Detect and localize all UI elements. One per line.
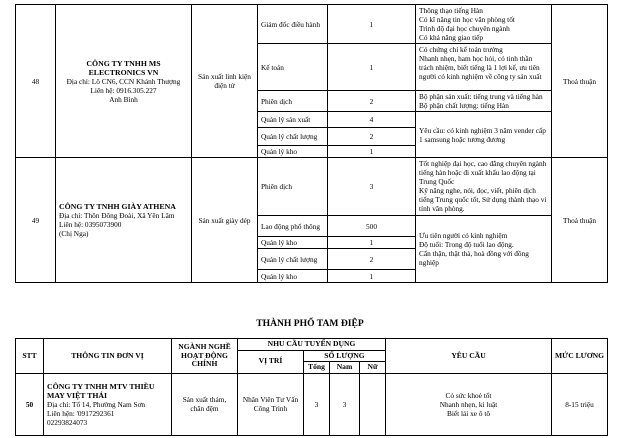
- requirements: [416, 158, 552, 216]
- req-line: Nhanh nhẹn, kỉ luật: [439, 399, 498, 409]
- header-male: Nam: [330, 362, 360, 374]
- company-phone: Liên hện: '0917292361: [47, 408, 115, 418]
- company-info: [56, 158, 192, 283]
- requirements: [416, 91, 552, 112]
- position-title: Quản lý sản xuất: [258, 112, 328, 128]
- req-line: Biết lái xe ô tô: [447, 408, 490, 418]
- position-title: Nhân Viên Tư Vấn Công Trình: [238, 373, 304, 435]
- salary: Thoả thuận: [552, 5, 608, 158]
- req-line: Cẩn thận, thật thà, hoà đồng với đồng nghiệp: [419, 249, 529, 267]
- position-qty: 1: [328, 237, 416, 249]
- position-title: Phiên dịch: [258, 91, 328, 112]
- requirements: [416, 44, 552, 91]
- position-qty: 2: [328, 249, 416, 270]
- recruitment-table-bottom: [15, 338, 608, 436]
- industry: Sản xuất thảm, chăn đệm: [172, 373, 238, 435]
- position-title: Phiên dịch: [258, 158, 328, 216]
- position-title: Quản lý kho: [258, 270, 328, 283]
- section-title: THÀNH PHỐ TAM ĐIỆP: [256, 318, 364, 329]
- position-title: Quản lý kho: [258, 146, 328, 158]
- salary: 8-15 triệu: [552, 373, 608, 435]
- position-qty: 500: [328, 216, 416, 237]
- position-title: Quản lý kho: [258, 237, 328, 249]
- position-qty: 4: [328, 112, 416, 128]
- req-line: Ưu tiên người có kinh nghiệm: [419, 231, 508, 240]
- req-line: Trình độ đại học chuyên ngành: [419, 24, 510, 33]
- position-qty: 2: [328, 91, 416, 112]
- header-demand: NHU CẦU TUYỂN DỤNG: [238, 339, 386, 351]
- row-stt: 49: [16, 158, 56, 283]
- company-name: CÔNG TY TNHH MTV THIỀU MAY VIỆT THÁI: [47, 381, 155, 400]
- req-line: Có sức khoẻ tốt: [445, 390, 492, 400]
- company-name: CÔNG TY TNHH MS ELECTRONICS VN: [86, 58, 161, 77]
- requirements: [416, 112, 552, 158]
- position-qty: 1: [328, 270, 416, 283]
- position-qty: 1: [328, 146, 416, 158]
- company-name: CÔNG TY TNHH GIÀY ATHENA: [59, 202, 176, 211]
- req-line: Có khả năng giao tiếp: [419, 33, 484, 42]
- position-title: Lao động phổ thông: [258, 216, 328, 237]
- req-line: Bộ phận chất lượng: tiếng Hàn: [419, 101, 509, 110]
- company-address: Địa chỉ: Lô CN6, CCN Khánh Thượng: [66, 76, 181, 86]
- company-info: [56, 5, 192, 158]
- position-qty: 1: [328, 44, 416, 91]
- header-quantity: SỐ LƯỢNG: [304, 350, 386, 362]
- position-qty: 1: [328, 5, 416, 44]
- table-row: [16, 5, 608, 44]
- req-line: Có kĩ năng tin học văn phòng tốt: [419, 15, 515, 24]
- requirements: [416, 216, 552, 283]
- qty-male: 3: [330, 373, 360, 435]
- position-qty: 2: [328, 128, 416, 146]
- header-company: THÔNG TIN ĐƠN VỊ: [44, 339, 172, 374]
- recruitment-table-top: [15, 4, 608, 283]
- industry: Sản xuất giày dép: [192, 158, 258, 283]
- requirements: [386, 373, 552, 435]
- header-total: Tổng: [304, 362, 330, 374]
- header-requirements: YÊU CẦU: [386, 339, 552, 374]
- company-phone-2: 02293824073: [47, 417, 88, 427]
- company-phone: Liên hệ: 0395073900: [59, 220, 122, 229]
- header-industry: NGÀNH NGHỀ HOẠT ĐỘNG CHÍNH: [172, 339, 238, 374]
- company-info: [44, 373, 172, 435]
- requirements: [416, 5, 552, 44]
- table-row: [16, 158, 608, 216]
- position-title: Quản lý chất lượng: [258, 249, 328, 270]
- req-line: Có chứng chỉ kế toán trưởng: [419, 45, 503, 54]
- row-stt: 50: [16, 373, 44, 435]
- position-qty: 3: [328, 158, 416, 216]
- salary: Thoả thuận: [552, 158, 608, 283]
- company-address: Địa chỉ: Tổ 14, Phường Nam Sơn: [47, 399, 146, 409]
- header-position: VỊ TRÍ: [238, 350, 304, 373]
- req-line: Nhanh nhẹn, ham học hỏi, có tinh thần trách nhiệm, biết tiếng là 1 lợi kế, ưu tiên người có kinh nghiệm về công ty sản xuất: [419, 54, 542, 81]
- req-line: Bộ phận sản xuất: tiếng trung và tiếng hàn: [419, 92, 543, 101]
- table-header-row: [16, 339, 608, 351]
- req-line: Tốt nghiệp đại học, cao đẳng chuyên ngành tiếng hàn hoặc đi xuất khẩu lao động tại Trung Quốc: [419, 159, 547, 186]
- qty-total: 3: [304, 373, 330, 435]
- industry: Sản xuất linh kiện điện tử: [192, 5, 258, 158]
- qty-female: [360, 373, 386, 435]
- header-female: Nữ: [360, 362, 386, 374]
- position-title: Giám đốc điều hành: [258, 5, 328, 44]
- company-contact: (Chị Nga): [59, 229, 89, 238]
- position-title: Kế toán: [258, 44, 328, 91]
- company-phone: Liên hệ: 0916.305.227: [90, 85, 157, 95]
- req-line: Yêu cầu: có kinh nghiệm 3 năm vender cấp 1 samsung hoặc tương đương: [419, 125, 546, 144]
- company-address: Địa chỉ: Thôn Đông Đoài, Xã Yên Lâm: [59, 211, 175, 220]
- req-line: Kỹ năng nghe, nói, đọc, viết, phiên dịch tiếng Trung quốc tốt, Sử dụng thành thạo vi tính văn phòng.: [419, 186, 547, 213]
- position-title: Quản lý chất lượng: [258, 128, 328, 146]
- row-stt: 48: [16, 5, 56, 158]
- company-contact: Anh Bình: [109, 94, 138, 104]
- table-row: [16, 373, 608, 435]
- req-line: Thông thạo tiếng Hàn: [419, 6, 483, 15]
- header-stt: STT: [16, 339, 44, 374]
- req-line: Độ tuổi: Trong độ tuổi lao động.: [419, 240, 514, 249]
- header-salary: MỨC LƯƠNG: [552, 339, 608, 374]
